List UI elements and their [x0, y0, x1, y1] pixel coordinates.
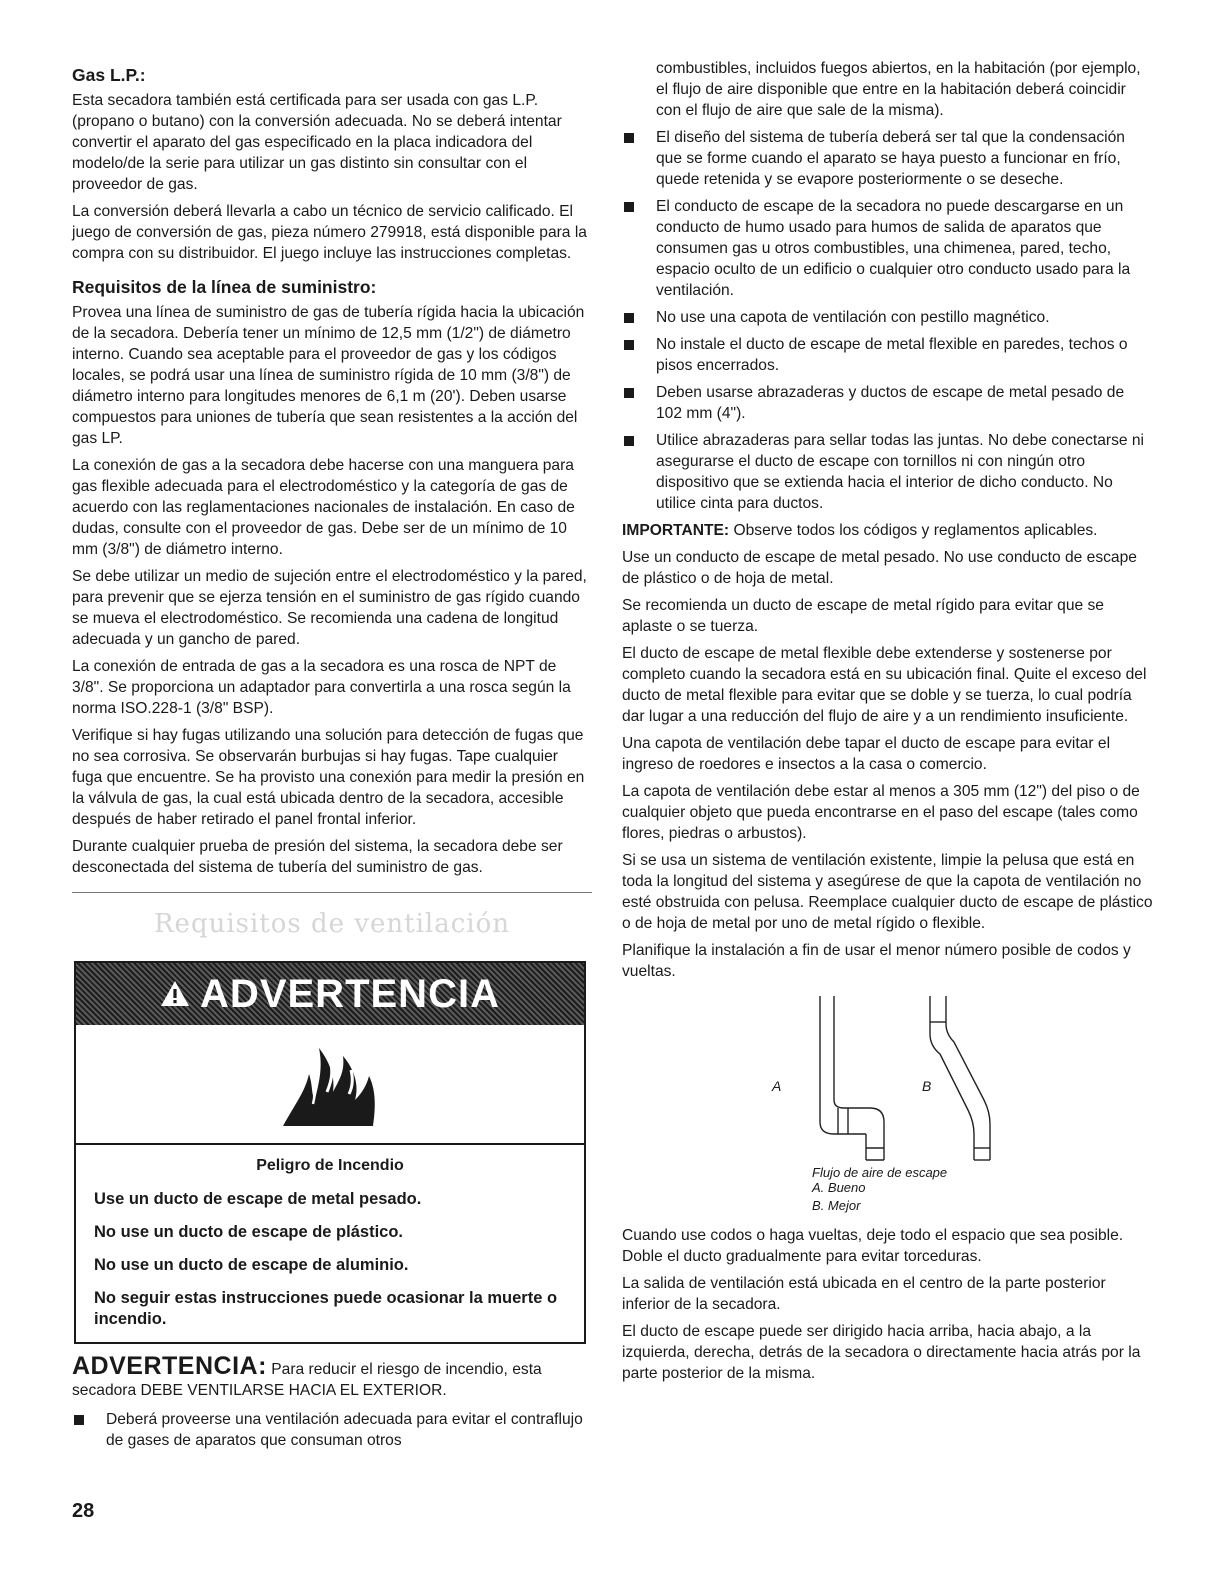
important-note: [622, 520, 1154, 541]
caption-a: A. Bueno: [812, 1180, 866, 1195]
diagram-label-a: A: [772, 1078, 782, 1094]
list-item: [622, 382, 1154, 424]
supply-paragraph-6: Durante cualquier prueba de presión del sistema, la secadora debe ser desconectada del sistema de tubería del suministro de gas.: [72, 838, 563, 876]
left-bullet-list: [72, 1409, 592, 1451]
warning-body: [76, 1145, 584, 1342]
bullet-square-icon: [624, 202, 634, 212]
warning-statement-text: Para reducir el riesgo de incendio, esta secadora DEBE VENTILARSE HACIA EL EXTERIOR.: [72, 1361, 542, 1399]
important-label: IMPORTANTE:: [622, 522, 730, 539]
vent-paragraph-4: Una capota de ventilación debe tapar el ducto de escape para evitar el ingreso de roedores e insectos a la casa o comercio.: [622, 735, 1111, 773]
bullet-square-icon: [624, 133, 634, 143]
vent-paragraph-7: Planifique la instalación a fin de usar el menor número posible de codos y vueltas.: [622, 942, 1131, 980]
warning-triangle-icon: [160, 972, 190, 1017]
hazard-title: Peligro de Incendio: [256, 1157, 404, 1174]
warning-header: [76, 963, 584, 1025]
bullet-square-icon: [624, 313, 634, 323]
diagram-label-b: B: [922, 1078, 932, 1094]
supply-paragraph-2: La conexión de gas a la secadora debe hacerse con una manguera para gas flexible adecuada para el electrodoméstico y la categoría de gas de acuerdo con las reglamentaciones nacionales de instalación. En caso de dudas, consulte con el proveedor de gas. Debe ser de un mínimo de 10 mm (3/8") de diámetro interno.: [72, 457, 575, 558]
list-item-text: Deberá proveerse una ventilación adecuada para evitar el contraflujo de gases de aparatos que consuman otros: [106, 1411, 583, 1449]
list-item: [622, 196, 1154, 301]
list-item-text: Deben usarse abrazaderas y ductos de escape de metal pesado de 102 mm (4").: [656, 384, 1125, 422]
list-item-text: El diseño del sistema de tubería deberá ser tal que la condensación que se forme cuando el aparato se haya puesto a funcionar en frío, quede retenida y se evapore posteriormente o se deseche.: [656, 129, 1125, 188]
list-item: [622, 334, 1154, 376]
warning-line: No use un ducto de escape de plástico.: [94, 1223, 403, 1241]
list-item: [72, 1409, 592, 1451]
warning-statement: [72, 1352, 592, 1401]
diagram-caption-items: [812, 1179, 1154, 1215]
gas-lp-heading: Gas L.P.:: [72, 65, 146, 85]
vent-paragraph-5: La capota de ventilación debe estar al menos a 305 mm (12") del piso o de cualquier objeto que pueda encontrarse en el paso del escape (tales como flores, piedras o arbustos).: [622, 783, 1140, 842]
vent-paragraph-3: El ducto de escape de metal flexible debe extenderse y sostenerse por completo cuando la secadora está en su ubicación final. Quite el exceso del ducto de metal flexible para evitar que se doble y se tuerza, lo cual podría dar lugar a una reducción del flujo de aire y a un rendimiento insuficiente.: [622, 645, 1147, 725]
important-text: Observe todos los códigos y reglamentos aplicables.: [733, 522, 1098, 539]
warning-title: ADVERTENCIA: [200, 971, 500, 1016]
page-number: 28: [72, 1500, 95, 1522]
supply-paragraph-4: La conexión de entrada de gas a la secadora es una rosca de NPT de 3/8". Se proporciona un adaptador para convertirla a una rosca según la norma ISO.228-1 (3/8" BSP).: [72, 658, 571, 717]
bullet-square-icon: [624, 436, 634, 446]
vent-paragraph-6: Si se usa un sistema de ventilación existente, limpie la pelusa que está en toda la longitud del sistema y asegúrese de que la capota de ventilación no esté obstruida con pelusa. Reemplace cualquier ducto de escape de plástico o de hoja de metal por uno de metal rígido o flexible.: [622, 852, 1153, 932]
list-item-text: No instale el ducto de escape de metal flexible en paredes, techos o pisos encerrados.: [656, 336, 1128, 374]
bullet-square-icon: [624, 340, 634, 350]
caption-title: Flujo de aire de escape: [812, 1165, 948, 1180]
vent-paragraph-2: Se recomienda un ducto de escape de metal rígido para evitar que se aplaste o se tuerza.: [622, 597, 1104, 635]
supply-paragraph-5: Verifique si hay fugas utilizando una solución para detección de fugas que no sea corrosiva. Se observarán burbujas si hay fugas. Tape cualquier fuga que encuentre. Se ha provisto una conexión para medir la presión en la válvula de gas, la cual está ubicada dentro de la secadora, accesible después de haber retirado el panel frontal inferior.: [72, 727, 585, 828]
fire-icon: [275, 1034, 385, 1135]
warning-box: [74, 961, 586, 1344]
duct-illustration: [622, 988, 1154, 1193]
vent-paragraph-9: La salida de ventilación está ubicada en el centro de la parte posterior inferior de la secadora.: [622, 1275, 1106, 1313]
list-item-text: No use una capota de ventilación con pestillo magnético.: [656, 309, 1050, 326]
supply-line-heading: Requisitos de la línea de suministro:: [72, 277, 377, 297]
bullet-continuation: combustibles, incluidos fuegos abiertos, en la habitación (por ejemplo, el flujo de aire disponible que entre en la habitación deberá coincidir con el flujo de aire que sale de la misma).: [656, 60, 1141, 119]
list-item: [622, 127, 1154, 190]
list-item: [622, 307, 1154, 328]
list-item-text: Utilice abrazaderas para sellar todas las juntas. No debe conectarse ni asegurarse el ducto de escape con tornillos ni con ningún otro dispositivo que se extienda hacia el interior de dicho conducto. No utilice cinta para ductos.: [656, 432, 1145, 512]
gas-lp-paragraph-2: La conversión deberá llevarla a cabo un técnico de servicio calificado. El juego de conversión de gas, pieza número 279918, está disponible para la compra con su distribuidor. El juego incluye las instrucciones completas.: [72, 203, 587, 262]
warning-statement-lead: ADVERTENCIA:: [72, 1352, 267, 1380]
gas-lp-paragraph-1: Esta secadora también está certificada para ser usada con gas L.P. (propano o butano) con la conversión adecuada. No se deberá intentar convertir el aparato del gas especificado en la placa indicadora del modelo/de la serie para utilizar un gas distinto sin consultar con el proveedor de gas.: [72, 92, 562, 193]
vent-paragraph-8: Cuando use codos o haga vueltas, deje todo el espacio que sea posible. Doble el ducto gradualmente para evitar torceduras.: [622, 1227, 1124, 1265]
vent-paragraph-1: Use un conducto de escape de metal pesado. No use conducto de escape de plástico o de hoja de metal.: [622, 549, 1137, 587]
fire-hazard-area: [76, 1025, 584, 1145]
vent-section-heading: Requisitos de ventilación: [153, 909, 510, 939]
supply-paragraph-3: Se debe utilizar un medio de sujeción entre el electrodoméstico y la pared, para prevenir que se ejerza tensión en el suministro de gas rígido cuando se mueva el electrodoméstico. Se recomienda una cadena de longitud adecuada y un gancho de pared.: [72, 568, 587, 648]
warning-line: Use un ducto de escape de metal pesado.: [94, 1190, 422, 1208]
vent-paragraph-10: El ducto de escape puede ser dirigido hacia arriba, hacia abajo, a la izquierda, derecha, detrás de la secadora o directamente hacia atrás por la parte posterior de la misma.: [622, 1323, 1141, 1382]
warning-line: No use un ducto de escape de aluminio.: [94, 1256, 409, 1274]
section-divider: [72, 892, 592, 893]
bullet-square-icon: [74, 1415, 84, 1425]
right-column: [622, 58, 1154, 1390]
left-column: [72, 58, 592, 1457]
supply-paragraph-1: Provea una línea de suministro de gas de tubería rígida hacia la ubicación de la secadora. Debería tener un mínimo de 12,5 mm (1/2") de diámetro interno. Cuando sea aceptable para el proveedor de gas y los códigos locales, se podrá usar una línea de suministro rígida de 10 mm (3/8") de diámetro interno para longitudes menores de 6,1 m (20'). Deben usarse compuestos para uniones de tubería que sean resistentes a la acción del gas LP.: [72, 304, 585, 447]
right-bullet-list: [622, 127, 1154, 514]
list-item: [622, 430, 1154, 514]
list-item-text: El conducto de escape de la secadora no puede descargarse en un conducto de humo usado para humos de salida de aparatos que consumen gas u otros combustibles, una chimenea, pared, techo, espacio oculto de un edificio o cualquier otro conducto usado para la ventilación.: [656, 198, 1131, 299]
warning-line: No seguir estas instrucciones puede ocasionar la muerte o incendio.: [94, 1289, 558, 1328]
exhaust-duct-diagram: [622, 988, 1154, 1193]
caption-b: B. Mejor: [812, 1198, 861, 1213]
bullet-square-icon: [624, 388, 634, 398]
